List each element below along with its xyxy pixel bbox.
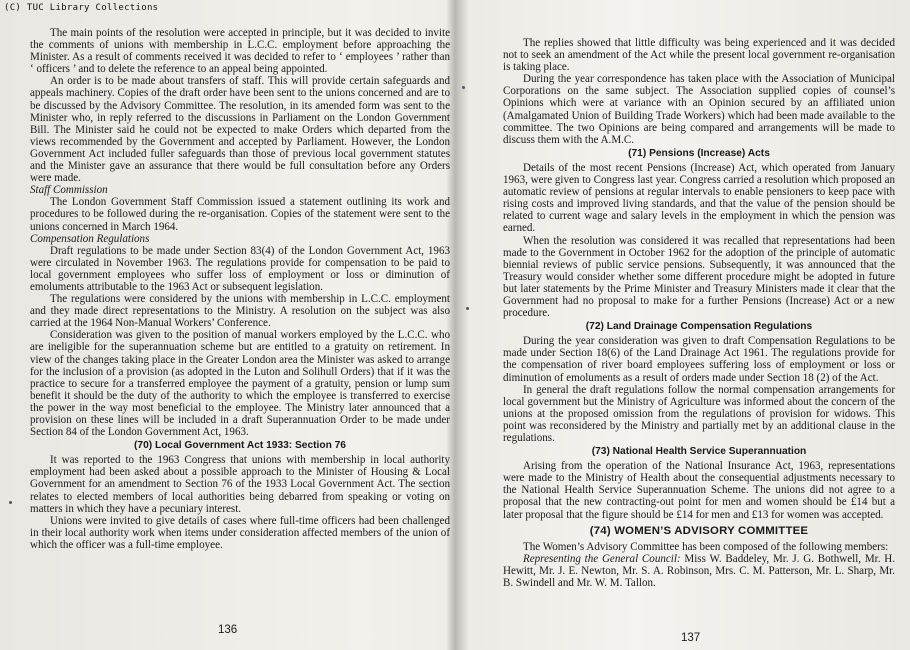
subheading-staff-commission: Staff Commission: [30, 184, 108, 197]
left-page-text: [30, 27, 450, 551]
page-number-right: 137: [681, 632, 701, 644]
margin-speck: [9, 501, 12, 504]
paragraph: Consideration was given to the position of manual workers employed by the L.C.C. who are ineligible for the superannuation scheme but are entitled to a gratuity on retirement. In view of the changes taking place in the Greater London area the Minister was asked to arrange for the inclusion of a provision (as adopted in the Luton and Solihull Orders) that if it was the practice to secure for a transferred employee the payment of a gratuity, pension or lump sum benefit it should be the duty of the authority to which the employee is transferred to exercise the power in the way most beneficial to the employee. The Ministry later announced that a provision on these lines will be included in a draft Superannuation Order to be made under Section 84 of the London Government Act, 1963.: [30, 329, 450, 439]
members-label: Representing the General Council:: [523, 552, 681, 565]
paragraph: In general the draft regulations follow the normal compensation arrangements for local government but the Ministry of Agriculture was informed about the concern of the unions at the proposed omission from the regulations of provision for widows. This point was reconsidered by the Ministry and partially met by an additional clause in the regulations.: [503, 383, 895, 444]
section-heading-71: (71) Pensions (Increase) Acts: [628, 147, 770, 159]
paragraph: Unions were invited to give details of cases where full-time officers had been challenged in their local authority work when items under consideration affected members of the union of which the officer was a full-time employee.: [30, 514, 450, 551]
gutter-speck: [462, 86, 465, 89]
paragraph: The regulations were considered by the unions with membership in L.C.C. employment and they made direct representations to the Ministry. A resolution on the subject was also carried at the 1964 Non-Manual Workers’ Conference.: [30, 293, 450, 330]
paragraph: Draft regulations to be made under Section 83(4) of the London Government Act, 1963 were circulated in November 1963. The regulations provide for compensation to be paid to local government employees who suffer loss of employment or loss or diminution of emoluments attributable to the 1963 Act or subsequent legislation.: [30, 244, 450, 293]
members-list: Miss W. Baddeley, Mr. J. G. Bothwell, Mr. H. Hewitt, Mr. J. E. Newton, Mr. S. A. Robinson, Mrs. C. M. Patterson, Mr. L. Sharp, Mr. B. Swindell and Mr. W. M. Tallon.: [503, 552, 895, 590]
paragraph: The main points of the resolution were accepted in principle, but it was decided to invite the comments of unions with membership in L.C.C. employment before approaching the Minister. As a result of comments received it was decided to refer to ‘ employees ’ rather than ‘ officers ’ and to delete the reference to an appeal being appointed.: [30, 27, 450, 76]
section-heading-73: (73) National Health Service Superannuation: [591, 446, 807, 458]
watermark: (C) TUC Library Collections: [4, 3, 159, 13]
paragraph: The replies showed that little difficulty was being experienced and it was decided not to seek an amendment of the Act while the present local government re-organisation is taking place.: [503, 37, 895, 74]
right-page: [503, 0, 895, 650]
paragraph: During the year correspondence has taken place with the Association of Municipal Corporations on the same subject. The Association supplied copies of counsel’s Opinions which were at variance with an Opinion secured by an affiliated union (Amalgamated Union of Building Trade Workers) which had been made available to the committee. The two Opinions are being compared and arrangements will be made to discuss them with the A.M.C.: [503, 73, 895, 146]
paragraph: When the resolution was considered it was recalled that representations had been made to the Government in October 1962 for the adoption of the principle of automatic biennial reviews of public service pensions. Subsequently, it was announced that the Treasury would consider whether some different procedure might be adopted in future but later statements by the Prime Minister and Treasury Ministers made it clear that the Government had no proposal to make for a further Pensions (Increase) Act or a new procedure.: [503, 234, 895, 320]
paragraph: Details of the most recent Pensions (Increase) Act, which operated from January 1963, were given to Congress last year. Congress carried a resolution which proposed an automatic review of pensions at regular intervals to enable pensioners to keep pace with rising costs and improved living standards, and that the value of the pension should be related to current wage and salary levels in the employment in which the pension was earned.: [503, 161, 895, 235]
page-number-left: 136: [218, 624, 238, 636]
section-heading-72: (72) Land Drainage Compensation Regulations: [585, 321, 813, 333]
subheading-compensation-regulations: Compensation Regulations: [30, 232, 150, 245]
paragraph: Arising from the operation of the National Insurance Act, 1963, representations were made to the Ministry of Health about the consequential adjustments necessary to the National Health Service Superannuation Scheme. The unions did not agree to a proposal that the new contracting-out point for men and women should be £14 but a later proposal that the figure should be £14 for men and £13 for women was accepted.: [503, 460, 895, 521]
paragraph: An order is to be made about transfers of staff. This will provide certain safeguards and appeals machinery. Copies of the draft order have been sent to the unions concerned and are to be discussed by the Advisory Committee. The resolution, in its amended form was sent to the Minister who, in reply referred to the discussions in Parliament on the London Government Bill. The Minister said he could not be expected to make Orders which departed from the views recommended by the Government and accepted by Parliament. However, the London Government Act included fuller safeguards than those of previous local government statutes and the Minister gave an assurance that there would be full consultation before any Orders were made.: [30, 75, 450, 185]
paragraph: During the year consideration was given to draft Compensation Regulations to be made under Section 18(6) of the Land Drainage Act 1961. The regulations provide for the compensation of river board employees suffering loss of employment or loss or diminution of emoluments as a result of orders made under Section 18 (2) of the Act.: [503, 335, 895, 384]
left-page: [30, 0, 450, 650]
paragraph: The London Government Staff Commission issued a statement outlining its work and procedures to be followed during the re-organisation. Copies of the statement were sent to the unions concerned in March 1964.: [30, 196, 450, 233]
members-paragraph: [503, 553, 895, 589]
paragraph: The Women’s Advisory Committee has been composed of the following members:: [523, 540, 889, 553]
right-page-text: [503, 37, 895, 589]
section-heading-70: (70) Local Government Act 1933: Section 76: [134, 440, 346, 452]
gutter-speck: [466, 307, 469, 310]
section-heading-74: (74) WOMEN’S ADVISORY COMMITTEE: [589, 524, 809, 537]
paragraph: It was reported to the 1963 Congress that unions with membership in local authority employment had been asked about a possible approach to the Minister of Housing & Local Government for an amendment to Section 76 of the 1933 Local Government Act. The section relates to elected members of local authorities being debarred from speaking or voting on matters in which they have a pecuniary interest.: [30, 454, 450, 515]
